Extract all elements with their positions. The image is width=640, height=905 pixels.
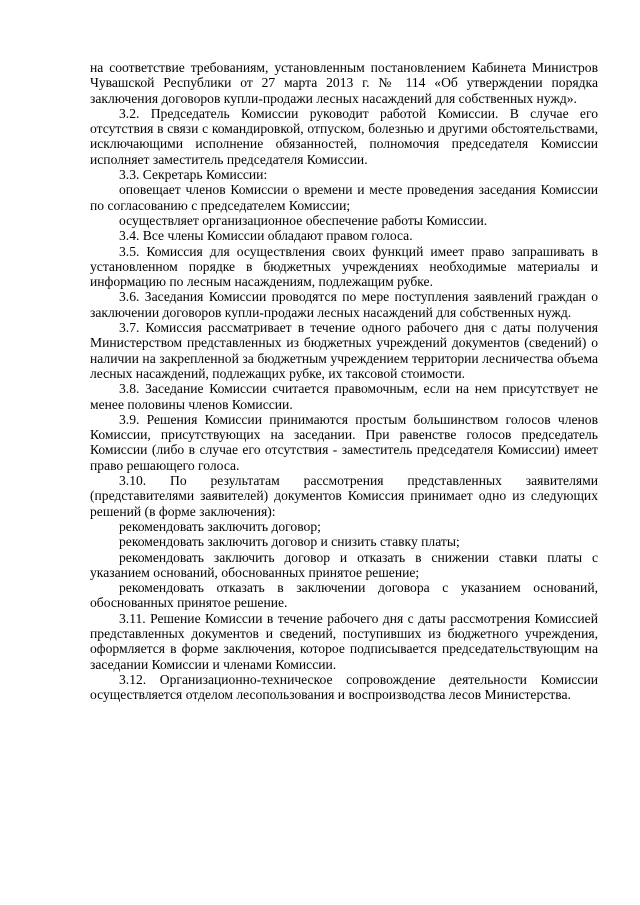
paragraph-3-7-review: 3.7. Комиссия рассматривает в течение одного рабочего дня с даты получения Министерством представленных из бюджетных учреждений документов (сведений) о наличии на закрепленной за бюджетным учреждением территории лесничества объема лесных насаждений, подлежащих рубке, их таксовой стоимости. xyxy=(90,320,598,381)
paragraph-3-4-voting: 3.4. Все члены Комиссии обладают правом голоса. xyxy=(119,228,413,244)
paragraph-3-12-support: 3.12. Организационно-техническое сопровождение деятельности Комиссии осуществляется отделом лесопользования и воспроизводства лесов Министерства. xyxy=(90,671,598,703)
paragraph-3-10-results: 3.10. По результатам рассмотрения представленных заявителями (представителями заявителей) документов Комиссия принимает одно из следующих решений (в форме заключения): xyxy=(90,473,598,519)
document-body xyxy=(90,60,598,702)
paragraph-secretary-notifies: оповещает членов Комиссии о времени и месте проведения заседания Комиссии по согласованию с председателем Комиссии; xyxy=(90,182,598,213)
list-item-recommend-contract-refuse-reduction: рекомендовать заключить договор и отказать в снижении ставки платы с указанием оснований, обоснованных принятое решение; xyxy=(90,549,598,580)
paragraph-3-11-conclusion: 3.11. Решение Комиссии в течение рабочего дня с даты рассмотрения Комиссией представленных документов и сведений, поступивших из бюджетного учреждения, оформляется в форме заключения, которое подписывается председательствующим на заседании Комиссии и членами Комиссии. xyxy=(90,610,598,672)
paragraph-3-3-secretary: 3.3. Секретарь Комиссии: xyxy=(119,167,268,183)
paragraph-3-6-meetings: 3.6. Заседания Комиссии проводятся по мере поступления заявлений граждан о заключении договоров купли-продажи лесных насаждений для собственных нужд. xyxy=(90,289,598,320)
paragraph-3-5-requests: 3.5. Комиссия для осуществления своих функций имеет право запрашивать в установленном порядке в бюджетных учреждениях необходимые материалы и информацию по лесным насаждениям, подлежащим рубке. xyxy=(90,243,598,290)
paragraph-3-2-chairman: 3.2. Председатель Комиссии руководит работой Комиссии. В случае его отсутствия в связи с командировкой, отпуском, болезнью и другими обстоятельствами, исключающими исполнение обязанностей, полномочия председателя Комиссии исполняет заместитель председателя Комиссии. xyxy=(90,105,598,167)
list-item-recommend-contract: рекомендовать заключить договор; xyxy=(119,518,321,534)
paragraph-secretary-organizes: осуществляет организационное обеспечение работы Комиссии. xyxy=(119,212,488,228)
list-item-recommend-refuse-contract: рекомендовать отказать в заключении договора с указанием оснований, обоснованных принятое решение. xyxy=(90,580,598,611)
paragraph-3-9-decisions: 3.9. Решения Комиссии принимаются простым большинством голосов членов Комиссии, присутствующих на заседании. При равенстве голосов председатель Комиссии (либо в случае его отсутствия - заместитель председателя Комиссии) имеет право решающего голоса. xyxy=(90,411,598,473)
paragraph-3-8-quorum: 3.8. Заседание Комиссии считается правомочным, если на нем присутствует не менее половины членов Комиссии. xyxy=(90,381,598,412)
list-item-recommend-contract-reduce-rate: рекомендовать заключить договор и снизить ставку платы; xyxy=(119,534,460,550)
paragraph-continuation: на соответствие требованиям, установленным постановлением Кабинета Министров Чувашской Республики от 27 марта 2013 г. № 114 «Об утверждении порядка заключения договоров купли-продажи лесных насаждений для собственных нужд». xyxy=(90,60,598,106)
